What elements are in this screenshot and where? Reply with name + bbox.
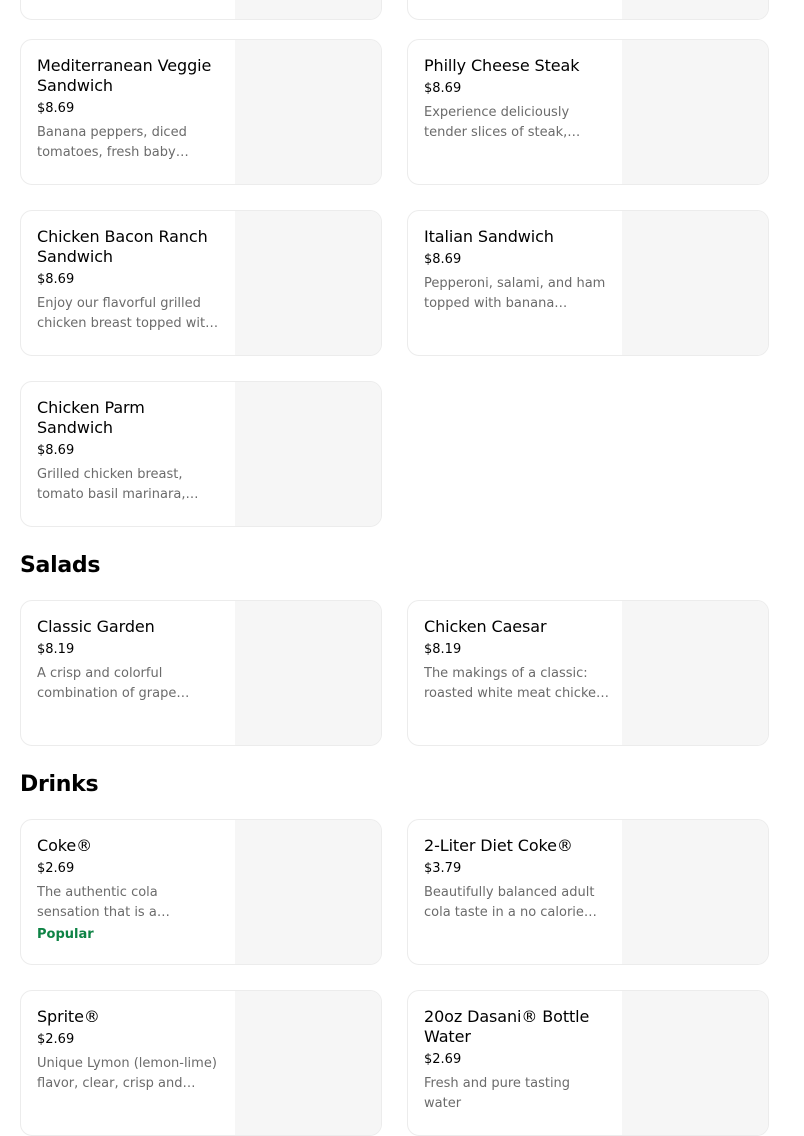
menu-item-price: $8.69	[37, 272, 75, 287]
menu-item-info	[37, 1007, 223, 1094]
menu-item-card[interactable]	[20, 0, 382, 20]
menu-item-name: Chicken Bacon Ranch Sandwich	[37, 227, 208, 266]
section-title-salads: Salads	[20, 553, 101, 578]
menu-item-info	[37, 836, 223, 945]
popular-badge: Popular	[37, 927, 94, 942]
menu-item-description: Banana peppers, diced tomatoes, fresh baby	[37, 125, 187, 160]
menu-item-name: Coke®	[37, 836, 93, 855]
menu-item-description: Fresh and pure tasting water	[424, 1076, 571, 1111]
menu-item-card[interactable]	[20, 39, 382, 185]
menu-item-image	[622, 40, 768, 185]
menu-item-name: Philly Cheese Steak	[424, 56, 580, 75]
menu-item-price: $8.69	[424, 81, 462, 96]
menu-item-image	[622, 820, 768, 965]
menu-item-name: Sprite®	[37, 1007, 100, 1026]
menu-item-description: The makings of a classic: roasted white meat chicken	[424, 666, 605, 701]
menu-item-price: $3.79	[424, 861, 462, 876]
menu-item-card[interactable]	[407, 600, 769, 746]
menu-item-card[interactable]	[20, 600, 382, 746]
menu-item-name: 2-Liter Diet Coke®	[424, 836, 573, 855]
menu-item-info	[424, 56, 610, 143]
menu-item-description: Unique Lymon (lemon-lime) flavor, clear, crisp and	[37, 1056, 217, 1091]
menu-item-price: $8.19	[424, 642, 462, 657]
menu-item-description: Experience deliciously tender slices of steak,	[424, 105, 570, 140]
menu-item-image	[622, 0, 768, 20]
menu-item-info	[37, 617, 223, 704]
menu-item-name: Italian Sandwich	[424, 227, 554, 246]
menu-item-price: $8.69	[424, 252, 462, 267]
menu-item-price: $2.69	[424, 1052, 462, 1067]
menu-item-info	[37, 227, 223, 334]
menu-item-description: Beautifully balanced adult cola taste in a no calorie	[424, 885, 595, 920]
menu-item-image	[235, 0, 381, 20]
menu-item-name: Mediterranean Veggie Sandwich	[37, 56, 212, 95]
menu-item-image	[622, 211, 768, 356]
menu-item-card[interactable]	[407, 39, 769, 185]
menu-item-image	[235, 40, 381, 185]
menu-item-price: $8.69	[37, 101, 75, 116]
menu-item-price: $8.69	[37, 443, 75, 458]
menu-item-description: A crisp and colorful combination of grape	[37, 666, 177, 701]
menu-item-card[interactable]	[407, 990, 769, 1136]
menu-item-info	[37, 56, 223, 163]
menu-item-price: $2.69	[37, 861, 75, 876]
menu-item-info	[424, 227, 610, 314]
menu-item-image	[235, 211, 381, 356]
menu-item-card[interactable]	[407, 210, 769, 356]
menu-item-description: The authentic cola sensation that is a	[37, 885, 158, 920]
menu-item-image	[622, 991, 768, 1136]
menu-item-card[interactable]	[20, 381, 382, 527]
menu-item-price: $8.19	[37, 642, 75, 657]
menu-item-info	[424, 617, 610, 704]
menu-item-description: Enjoy our flavorful grilled chicken breast topped with	[37, 296, 214, 331]
menu-item-name: Chicken Caesar	[424, 617, 547, 636]
menu-item-info	[424, 1007, 610, 1114]
menu-item-name: 20oz Dasani® Bottle Water	[424, 1007, 590, 1046]
menu-item-name: Classic Garden	[37, 617, 155, 636]
menu-item-image	[622, 601, 768, 746]
menu-item-card[interactable]	[407, 0, 769, 20]
menu-item-name: Chicken Parm Sandwich	[37, 398, 145, 437]
section-title-drinks: Drinks	[20, 772, 99, 797]
menu-item-card[interactable]	[20, 819, 382, 965]
menu-item-info	[424, 836, 610, 923]
menu-item-card[interactable]	[20, 210, 382, 356]
menu-item-card[interactable]	[20, 990, 382, 1136]
menu-item-card[interactable]	[407, 819, 769, 965]
menu-item-info	[37, 398, 223, 505]
menu-item-image	[235, 991, 381, 1136]
menu-item-description: Pepperoni, salami, and ham topped with banana	[424, 276, 606, 311]
menu-item-image	[235, 382, 381, 527]
menu-item-image	[235, 820, 381, 965]
menu-item-description: Grilled chicken breast, tomato basil marinara,	[37, 467, 186, 502]
menu-item-price: $2.69	[37, 1032, 75, 1047]
menu-item-image	[235, 601, 381, 746]
